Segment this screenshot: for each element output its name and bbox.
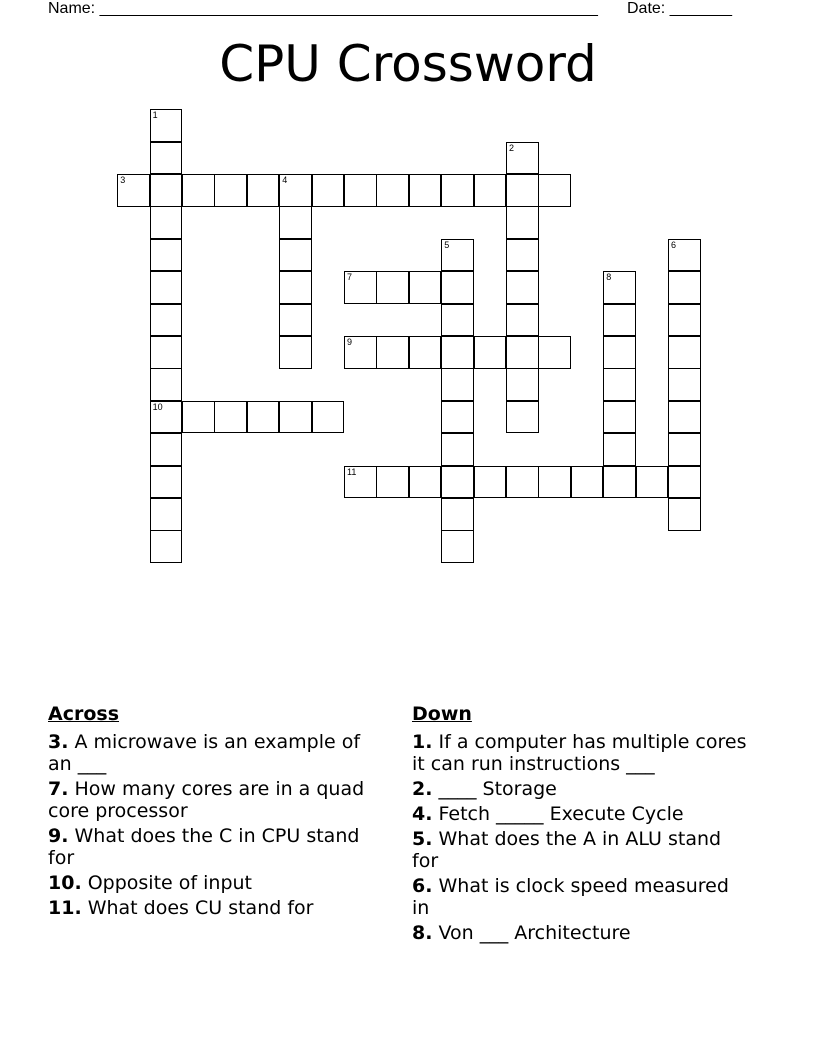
grid-cell[interactable] [441, 498, 474, 531]
clue-item-text: ____ Storage [432, 778, 557, 800]
clue-item-number: 10. [48, 872, 82, 894]
grid-cell[interactable] [668, 336, 701, 369]
grid-cell[interactable] [409, 174, 442, 207]
grid-cell[interactable] [506, 271, 539, 304]
grid-cell[interactable] [150, 206, 183, 239]
grid-cell[interactable] [474, 174, 507, 207]
clue-item-number: 2. [412, 778, 433, 800]
grid-cell[interactable] [441, 271, 474, 304]
grid-cell[interactable] [441, 336, 474, 369]
grid-cell[interactable] [603, 368, 636, 401]
grid-cell[interactable] [668, 304, 701, 337]
clue-number: 9 [347, 337, 353, 348]
grid-cell[interactable] [279, 336, 312, 369]
grid-cell[interactable] [279, 271, 312, 304]
grid-cell[interactable] [603, 401, 636, 434]
clue-number: 5 [444, 239, 450, 250]
grid-cell[interactable] [150, 433, 183, 466]
clue-item [48, 731, 388, 775]
grid-cell[interactable] [376, 336, 409, 369]
grid-cell[interactable] [668, 433, 701, 466]
grid-cell[interactable] [441, 304, 474, 337]
clue-number: 8 [606, 272, 612, 283]
clue-item-text: Von ___ Architecture [432, 922, 631, 944]
grid-cell[interactable] [279, 401, 312, 434]
grid-cell[interactable] [636, 466, 669, 499]
grid-cell[interactable] [668, 368, 701, 401]
clue-number: 2 [509, 142, 515, 153]
clue-number: 10 [152, 401, 163, 412]
grid-cell[interactable] [603, 433, 636, 466]
clue-number: 11 [347, 466, 357, 477]
clue-item [412, 922, 752, 944]
grid-cell[interactable] [150, 271, 183, 304]
grid-cell[interactable] [150, 401, 183, 434]
grid-cell[interactable] [441, 401, 474, 434]
grid-cell[interactable] [538, 174, 571, 207]
grid-cell[interactable] [247, 174, 280, 207]
grid-cell[interactable] [247, 401, 280, 434]
grid-cell[interactable] [603, 304, 636, 337]
clue-item [412, 803, 752, 825]
grid-cell[interactable] [312, 401, 345, 434]
grid-cell[interactable] [344, 466, 377, 499]
grid-cell[interactable] [214, 401, 247, 434]
page-title: CPU Crossword [219, 35, 597, 93]
grid-cell[interactable] [344, 174, 377, 207]
clue-number: 3 [120, 175, 126, 186]
grid-cell[interactable] [668, 498, 701, 531]
grid-cell[interactable] [279, 206, 312, 239]
clue-item-text: A microwave is an example of an ___ [48, 731, 361, 775]
grid-cell[interactable] [538, 336, 571, 369]
grid-cell[interactable] [279, 174, 312, 207]
grid-cell[interactable] [150, 498, 183, 531]
grid-cell[interactable] [214, 174, 247, 207]
down-list [412, 731, 752, 944]
grid-cell[interactable] [441, 530, 474, 563]
name-field[interactable]: Name: ________________________________________________________ [48, 0, 598, 17]
clue-item-text: Fetch _____ Execute Cycle [432, 803, 684, 825]
grid-cell[interactable] [603, 466, 636, 499]
clue-item-text: What does CU stand for [81, 897, 314, 919]
clue-number: 6 [671, 239, 677, 250]
grid-cell[interactable] [150, 530, 183, 563]
grid-cell[interactable] [668, 271, 701, 304]
grid-cell[interactable] [150, 368, 183, 401]
clue-item [412, 731, 752, 775]
clue-number: 1 [152, 110, 158, 121]
clue-item-text: How many cores are in a quad core processor [48, 778, 365, 822]
clue-item [412, 875, 752, 919]
grid-cell[interactable] [506, 304, 539, 337]
grid-cell[interactable] [344, 336, 377, 369]
clue-item-number: 8. [412, 922, 433, 944]
grid-cell[interactable] [506, 466, 539, 499]
clue-item [48, 825, 388, 869]
clue-item-number: 11. [48, 897, 82, 919]
grid-cell[interactable] [668, 466, 701, 499]
grid-cell[interactable] [571, 466, 604, 499]
clue-item [412, 778, 752, 800]
clue-item-number: 9. [48, 825, 69, 847]
across-clues [48, 703, 388, 922]
grid-cell[interactable] [441, 239, 474, 272]
grid-cell[interactable] [409, 466, 442, 499]
clue-item-number: 7. [48, 778, 69, 800]
grid-cell[interactable] [376, 271, 409, 304]
grid-cell[interactable] [150, 304, 183, 337]
across-list [48, 731, 388, 919]
clue-item [48, 778, 388, 822]
across-heading: Across [48, 703, 120, 725]
grid-cell[interactable] [668, 239, 701, 272]
down-heading: Down [412, 703, 472, 725]
clue-item [48, 872, 388, 894]
clue-number: 4 [282, 175, 288, 186]
grid-cell[interactable] [441, 174, 474, 207]
grid-cell[interactable] [506, 239, 539, 272]
grid-cell[interactable] [150, 109, 183, 142]
grid-cell[interactable] [279, 239, 312, 272]
grid-cell[interactable] [150, 336, 183, 369]
grid-cell[interactable] [538, 466, 571, 499]
grid-cell[interactable] [150, 174, 183, 207]
clue-item-number: 4. [412, 803, 433, 825]
grid-cell[interactable] [182, 174, 215, 207]
clue-item-number: 6. [412, 875, 433, 897]
clue-item [412, 828, 752, 872]
grid-cell[interactable] [312, 174, 345, 207]
grid-cell[interactable] [506, 336, 539, 369]
clue-item [48, 897, 388, 919]
grid-cell[interactable] [376, 466, 409, 499]
grid-cell[interactable] [279, 304, 312, 337]
grid-cell[interactable] [506, 368, 539, 401]
grid-cell[interactable] [117, 174, 150, 207]
grid-cell[interactable] [150, 466, 183, 499]
grid-cell[interactable] [182, 401, 215, 434]
grid-cell[interactable] [150, 142, 183, 175]
grid-cell[interactable] [409, 271, 442, 304]
grid-cell[interactable] [668, 401, 701, 434]
clue-item-text: What is clock speed measured in [412, 875, 729, 919]
clue-number: 7 [347, 272, 353, 283]
grid-cell[interactable] [409, 336, 442, 369]
grid-cell[interactable] [441, 466, 474, 499]
grid-cell[interactable] [376, 174, 409, 207]
grid-cell[interactable] [441, 433, 474, 466]
clue-item-text: What does the A in ALU stand for [412, 828, 722, 872]
clue-item-text: What does the C in CPU stand for [48, 825, 360, 869]
grid-cell[interactable] [506, 401, 539, 434]
grid-cell[interactable] [506, 206, 539, 239]
grid-cell[interactable] [344, 271, 377, 304]
down-clues [412, 703, 752, 947]
grid-cell[interactable] [474, 466, 507, 499]
grid-cell[interactable] [506, 174, 539, 207]
grid-cell[interactable] [474, 336, 507, 369]
clue-item-text: Opposite of input [81, 872, 252, 894]
grid-cell[interactable] [441, 368, 474, 401]
clue-item-number: 1. [412, 731, 433, 753]
grid-cell[interactable] [150, 239, 183, 272]
grid-cell[interactable] [603, 271, 636, 304]
clue-item-number: 3. [48, 731, 69, 753]
grid-cell[interactable] [603, 336, 636, 369]
grid-cell[interactable] [506, 142, 539, 175]
clue-item-number: 5. [412, 828, 433, 850]
date-field[interactable]: Date: _______ [627, 0, 732, 17]
clue-item-text: If a computer has multiple cores it can run instructions ___ [412, 731, 747, 775]
